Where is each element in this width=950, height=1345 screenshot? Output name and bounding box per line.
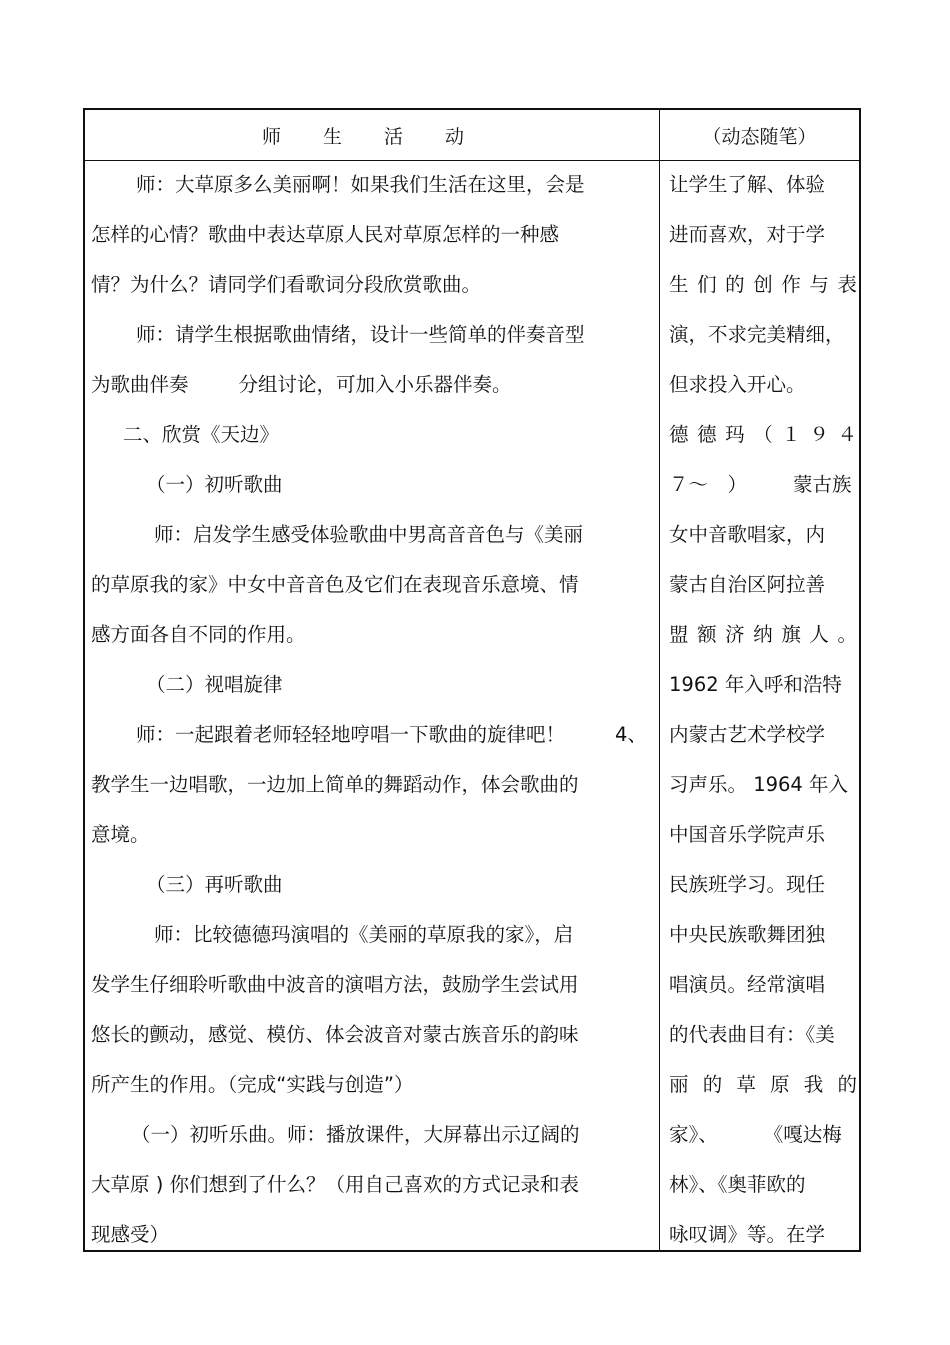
- note-fragment: ７～ ）: [669, 473, 748, 496]
- note-line: 但求投入开心。: [669, 373, 806, 396]
- text-line: 师：请学生根据歌曲情绪，设计一些简单的伴奏音型: [136, 323, 585, 346]
- note-line: 民族班学习。现任: [669, 873, 826, 896]
- text-line: 感方面各自不同的作用。: [91, 623, 306, 646]
- subsection-heading: （二）视唱旋律: [146, 673, 283, 696]
- note-line: 演，不求完美精细，: [669, 323, 845, 346]
- notes-column: [669, 160, 857, 1260]
- text-line: 师：启发学生感受体验歌曲中男高音音色与《美丽: [154, 523, 584, 546]
- column-divider: [659, 110, 660, 1250]
- note-line: 丽的草原我的: [669, 1073, 857, 1096]
- text-fragment: 为歌曲伴奏: [91, 373, 189, 396]
- text-line: 现感受）: [91, 1223, 170, 1246]
- text-line: 师：比较德德玛演唱的《美丽的草原我的家》，启: [154, 923, 574, 946]
- note-line: 1962 年入呼和浩特: [669, 673, 842, 696]
- text-line: [91, 710, 651, 760]
- note-line: 咏叹调》等。在学: [669, 1223, 826, 1246]
- note-line: 进而喜欢，对于学: [669, 223, 826, 246]
- subsection-heading: （一）初听歌曲: [146, 473, 283, 496]
- note-line: 中国音乐学院声乐: [669, 823, 826, 846]
- text-line: 师：大草原多么美丽啊！如果我们生活在这里，会是: [136, 173, 585, 196]
- note-fragment: 家》、: [669, 1123, 718, 1146]
- text-line: 的草原我的家》中女中音音色及它们在表现音乐意境、情: [91, 573, 579, 596]
- text-line: 意境。: [91, 823, 150, 846]
- text-fragment: 分组讨论，可加入小乐器伴奏。: [238, 373, 512, 396]
- note-line: 习声乐。 1964 年入: [669, 773, 849, 796]
- note-line: 德德玛（１９４: [669, 423, 857, 446]
- note-line: 中央民族歌舞团独: [669, 923, 826, 946]
- lesson-table: [83, 108, 861, 1252]
- subsection-heading: （三）再听歌曲: [146, 873, 283, 896]
- note-line: 盟额济纳旗人。: [669, 623, 857, 646]
- text-line: [91, 360, 651, 410]
- section-heading: 二、欣赏《天边》: [123, 423, 280, 446]
- header-notes: （动态随笔）: [702, 125, 817, 148]
- note-line: 蒙古自治区阿拉善: [669, 573, 826, 596]
- text-fragment: 4、: [615, 723, 647, 746]
- note-line: 内蒙古艺术学校学: [669, 723, 826, 746]
- note-line: 林》、《奥菲欧的: [669, 1173, 806, 1196]
- text-line: 所产生的作用。（完成“实践与创造”）: [91, 1073, 414, 1096]
- text-line: 大草原 ) 你们想到了什么？（用自己喜欢的方式记录和表: [91, 1173, 580, 1196]
- note-line: 生们的创作与表: [669, 273, 857, 296]
- text-line: 情？为什么？请同学们看歌词分段欣赏歌曲。: [91, 273, 482, 296]
- header-activities: 师 生 活 动: [261, 125, 483, 148]
- text-line: 悠长的颤动，感觉、模仿、体会波音对蒙古族音乐的韵味: [91, 1023, 579, 1046]
- note-fragment: 《嘎达梅: [763, 1123, 842, 1146]
- note-line: 的代表曲目有：《美: [669, 1023, 835, 1046]
- note-fragment: 蒙古族: [793, 473, 852, 496]
- note-line: [669, 460, 857, 510]
- note-line: 让学生了解、体验: [669, 173, 826, 196]
- text-line: 怎样的心情？歌曲中表达草原人民对草原怎样的一种感: [91, 223, 560, 246]
- text-line: 发学生仔细聆听歌曲中波音的演唱方法，鼓励学生尝试用: [91, 973, 579, 996]
- activities-column: [91, 160, 651, 1260]
- text-line: （一）初听乐曲。师：播放课件，大屏幕出示辽阔的: [131, 1123, 580, 1146]
- text-line: 教学生一边唱歌，一边加上简单的舞蹈动作，体会歌曲的: [91, 773, 579, 796]
- note-line: 女中音歌唱家，内: [669, 523, 826, 546]
- note-line: [669, 1110, 857, 1160]
- note-line: 唱演员。经常演唱: [669, 973, 826, 996]
- text-fragment: 师：一起跟着老师轻轻地哼唱一下歌曲的旋律吧！: [136, 723, 566, 746]
